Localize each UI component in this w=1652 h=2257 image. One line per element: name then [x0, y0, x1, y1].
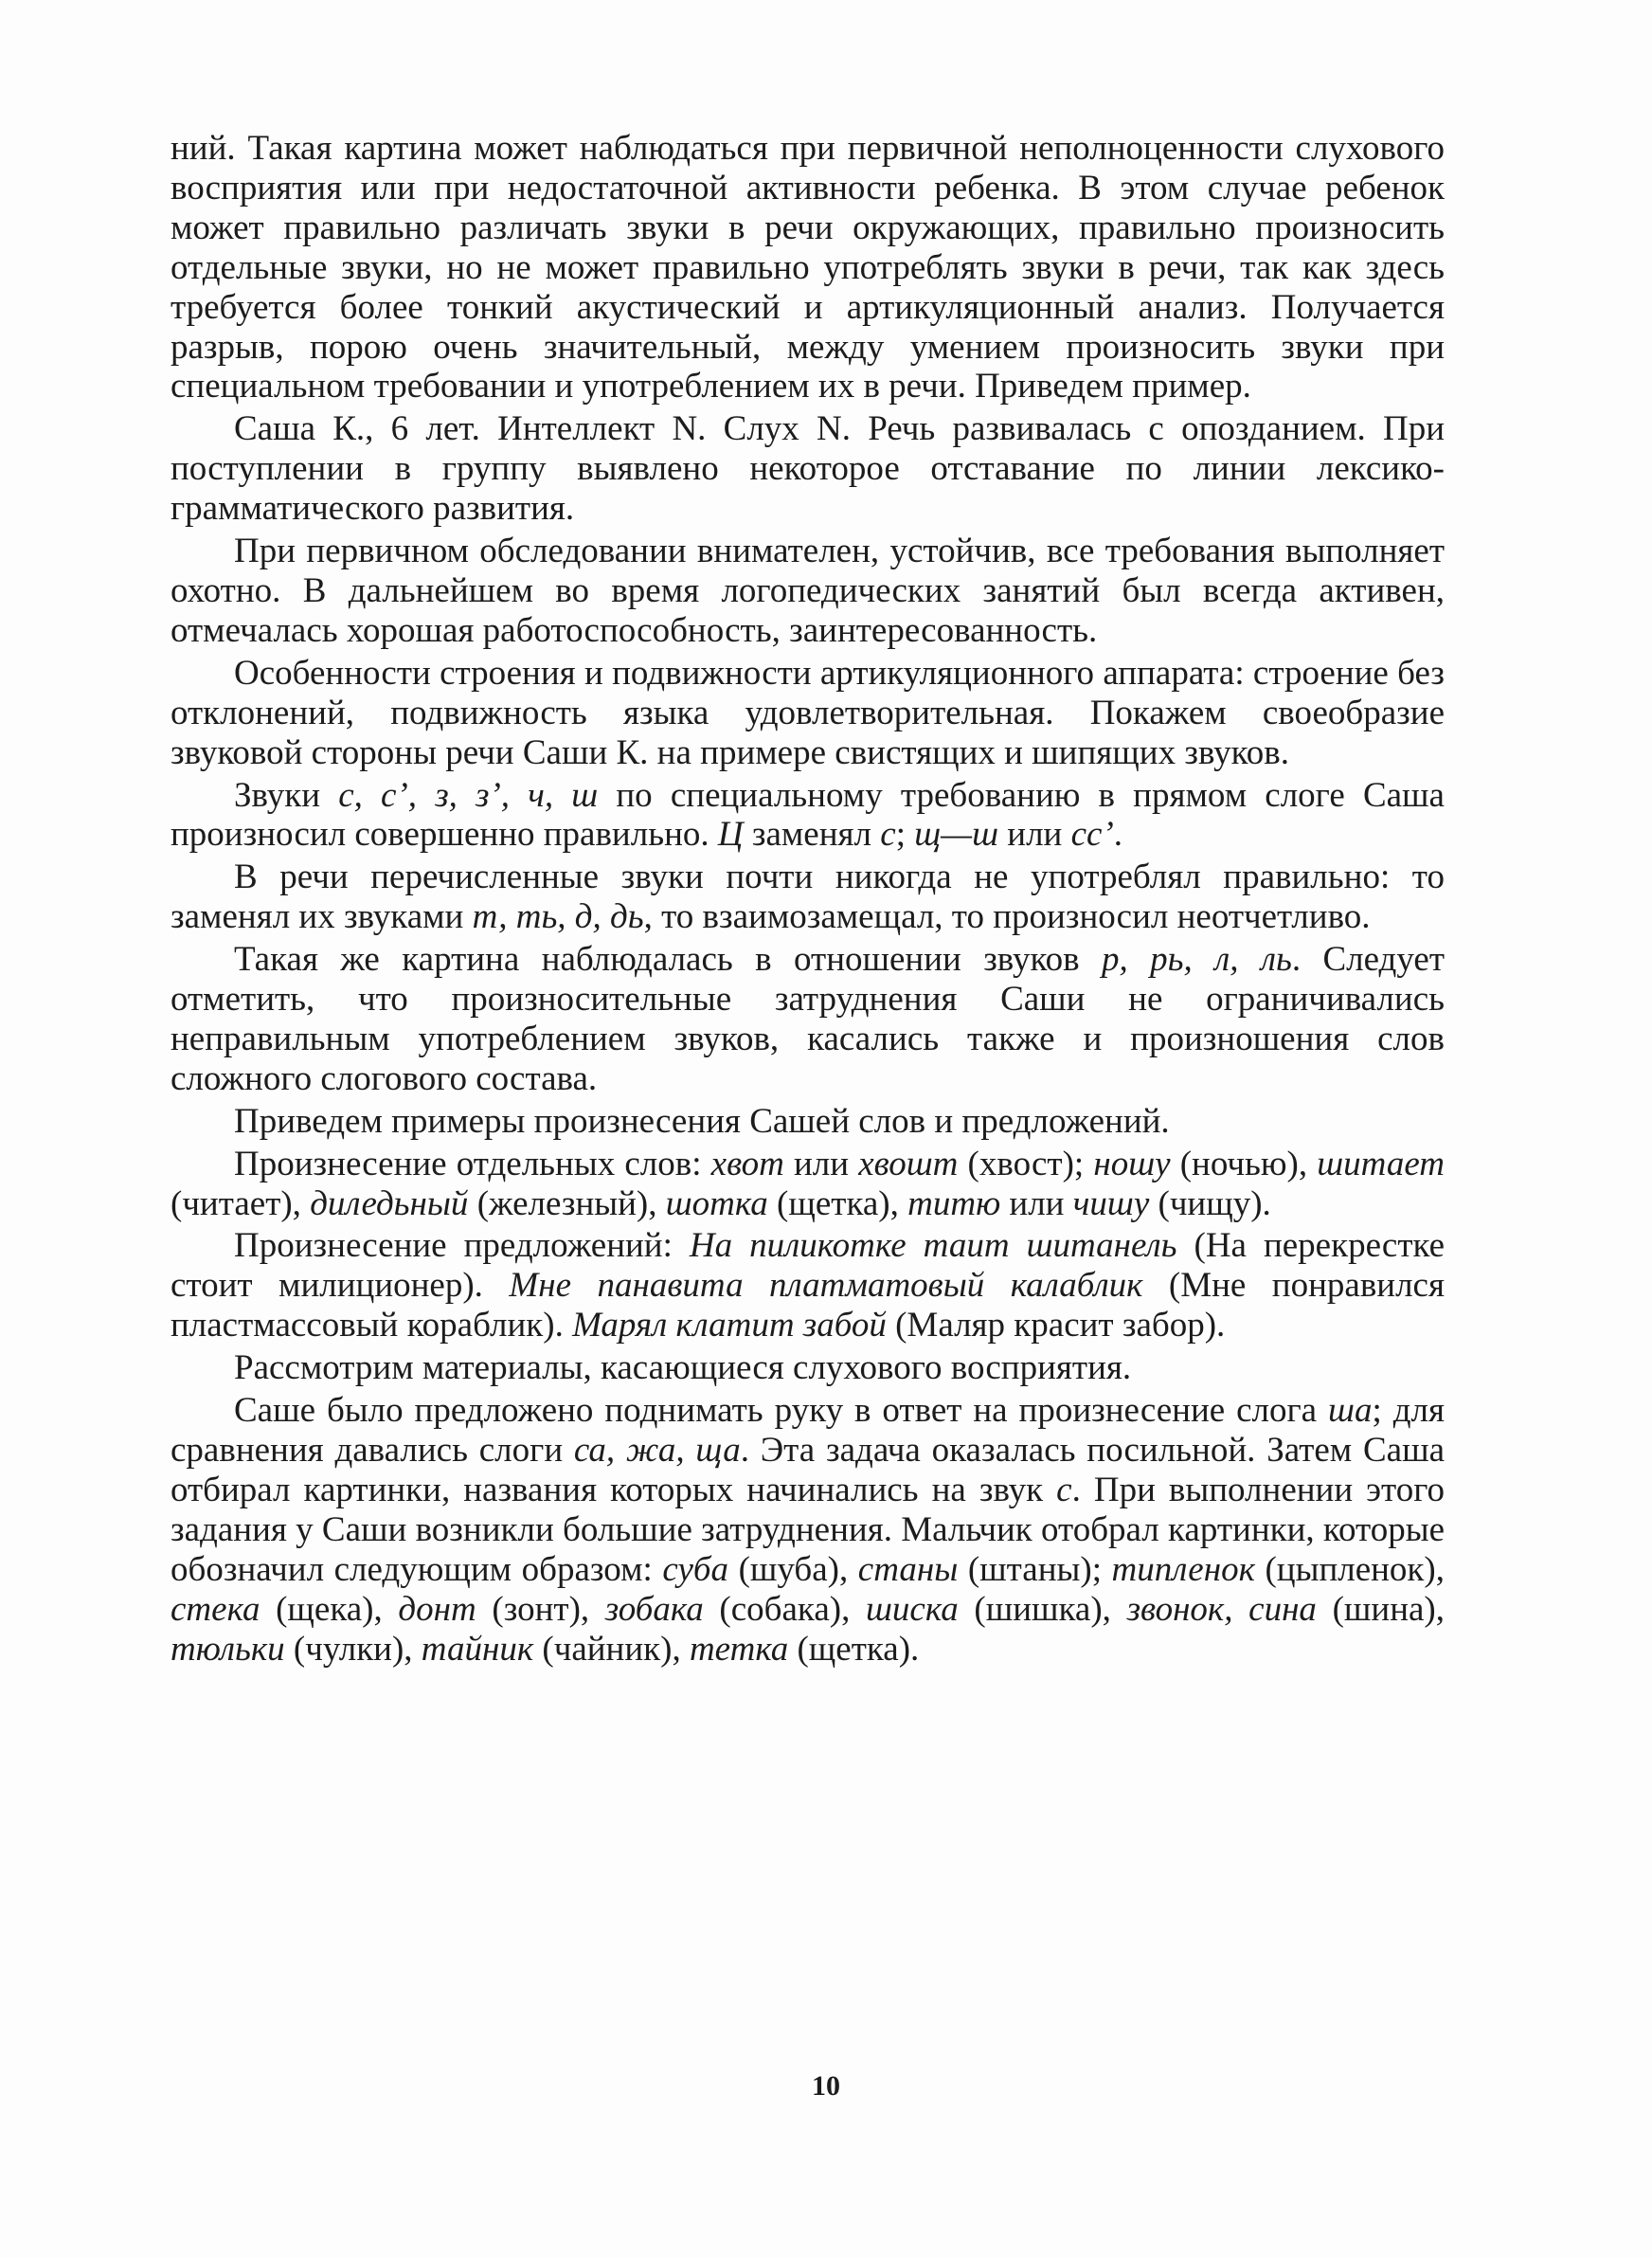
text-run: Приведем примеры произнесения Сашей слов и предложений. — [234, 1101, 1170, 1141]
text-run: (хвост); — [958, 1144, 1094, 1183]
italic-text: шотка — [665, 1183, 768, 1223]
paragraph — [171, 1391, 1445, 1669]
text-run: (железный), — [468, 1183, 666, 1223]
italic-text: сс’ — [1070, 815, 1114, 855]
paragraph — [171, 1226, 1445, 1345]
italic-text: На пиликотке таит шитанель — [689, 1226, 1177, 1266]
paragraph — [171, 1145, 1445, 1224]
text-run: (Мне понравился пластмассовый кораблик). — [171, 1266, 1445, 1345]
italic-text: звонок, сина — [1126, 1589, 1317, 1629]
text-run: (шуба), — [728, 1549, 858, 1589]
body-text — [171, 129, 1445, 1669]
italic-text: чишу — [1072, 1183, 1150, 1223]
italic-text: Ц — [717, 815, 744, 855]
text-run: Произнесение отдельных слов: — [234, 1144, 711, 1183]
italic-text: ношу — [1093, 1144, 1171, 1183]
text-run: . При выполнении этого задания у Саши возникли большие затруднения. Мальчик отобрал картинки, которые обозначил следующим образом: — [171, 1470, 1445, 1589]
text-run: или — [1000, 1183, 1073, 1223]
text-run: (щека), — [260, 1589, 399, 1629]
italic-text: хвот — [710, 1144, 784, 1183]
italic-text: титю — [907, 1183, 1001, 1223]
text-run: . — [1113, 815, 1123, 855]
text-run: (собака), — [703, 1589, 866, 1629]
text-run: Звуки — [234, 775, 339, 815]
italic-text: зобака — [604, 1589, 704, 1629]
text-run: или — [998, 815, 1071, 855]
italic-text: диледьный — [310, 1183, 469, 1223]
italic-text: с — [1056, 1470, 1072, 1509]
text-run: (чулки), — [284, 1629, 422, 1669]
italic-text: Марял клатит забой — [572, 1306, 887, 1345]
paragraph — [171, 654, 1445, 773]
italic-text: шиска — [865, 1589, 959, 1629]
paragraph — [171, 1348, 1445, 1388]
text-run: ний. Такая картина может наблюдаться при первичной неполноценности слухового восприятия или при недостаточной активности ребенка. В этом случае ребенок может правильно различать звуки в речи окружающих, правильно произносить отдельные звуки, но не может правильно употреблять звуки в речи, так как здесь требуется более тонкий акустический и артикуляционный анализ. Получается разрыв, порою очень значительный, между умением произносить звуки при специальном требовании и употреблением их в речи. Приведем пример. — [171, 129, 1445, 406]
text-run: (зонт), — [476, 1589, 605, 1629]
text-run: заменял — [743, 815, 881, 855]
paragraph — [171, 940, 1445, 1099]
text-run: (чайник), — [533, 1629, 690, 1669]
text-run: (цыпленок), — [1254, 1549, 1445, 1589]
text-run: (щетка). — [788, 1629, 920, 1669]
page-number: 10 — [812, 2070, 840, 2102]
text-run: ; для сравнения давались слоги — [171, 1391, 1446, 1470]
italic-text: суба — [662, 1549, 729, 1589]
text-run: по специальному требованию в прямом слоге Саша произносил совершенно правильно. — [171, 775, 1445, 855]
text-run: . Эта задача оказалась посильной. Затем Саша отбирал картинки, названия которых начинались на звук — [171, 1431, 1445, 1509]
text-run: . Следует отметить, что произносительные затруднения Саши не ограничивались неправильным употреблением звуков, касались также и произношения слов сложного слогового состава. — [171, 940, 1445, 1098]
text-run: (шишка), — [958, 1589, 1127, 1629]
text-run: (чищу). — [1149, 1183, 1271, 1223]
text-run: Произнесение предложений: — [234, 1226, 690, 1266]
text-run: (читает), — [171, 1183, 311, 1223]
text-run: В речи перечисленные звуки почти никогда не употреблял правильно: то заменял их звуками — [171, 858, 1445, 937]
italic-text: тетка — [689, 1629, 789, 1669]
italic-text: тайник — [421, 1629, 534, 1669]
italic-text: р, рь, л, ль — [1101, 940, 1292, 980]
text-run: , то взаимозамещал, то произносил неотчетливо. — [643, 897, 1371, 937]
text-run: (На перекрестке стоит милиционер). — [171, 1226, 1445, 1306]
paragraph — [171, 1102, 1445, 1142]
text-run: Саша К., 6 лет. Интеллект N. Слух N. Речь развивалась с опозданием. При поступлении в группу выявлено некоторое отставание по линии лексико-грамматического развития. — [171, 409, 1445, 529]
italic-text: с — [880, 815, 896, 855]
text-run: Рассмотрим материалы, касающиеся слухового восприятия. — [234, 1348, 1132, 1388]
paragraph — [171, 858, 1445, 937]
paragraph — [171, 409, 1445, 529]
italic-text: са, жа, ща — [573, 1431, 741, 1470]
italic-text: донт — [398, 1589, 476, 1629]
text-run: Особенности строения и подвижности артикуляционного аппарата: строение без отклонений, подвижность языка удовлетворительная. Покажем своеобразие звуковой стороны речи Саши К. на примере свистящих и шипящих звуков. — [171, 653, 1445, 772]
italic-text: т, ть, д, дь — [472, 897, 644, 937]
text-run: (Маляр красит забор). — [886, 1306, 1226, 1345]
text-run: или — [783, 1144, 859, 1183]
paragraph — [171, 532, 1445, 651]
paragraph — [171, 776, 1445, 856]
text-run: Такая же картина наблюдалась в отношении звуков — [234, 940, 1102, 980]
text-run: (штаны); — [958, 1549, 1112, 1589]
italic-text: Мне панавита платматовый калаблик — [509, 1266, 1143, 1306]
italic-text: хвошт — [858, 1144, 959, 1183]
italic-text: щ—ш — [914, 815, 999, 855]
italic-text: шитает — [1317, 1144, 1445, 1183]
italic-text: тюльки — [171, 1629, 285, 1669]
italic-text: станы — [857, 1549, 959, 1589]
paragraph — [171, 129, 1445, 406]
italic-text: с, с’, з, з’, ч, ш — [338, 775, 599, 815]
text-run: ; — [895, 815, 915, 855]
text-run: При первичном обследовании внимателен, устойчив, все требования выполняет охотно. В дальнейшем во время логопедических занятий был всегда активен, отмечалась хорошая работоспособность, заинтересованность. — [171, 532, 1445, 650]
italic-text: стека — [171, 1589, 260, 1629]
text-run: (щетка), — [767, 1183, 908, 1223]
text-run: Саше было предложено поднимать руку в ответ на произнесение слога — [234, 1391, 1329, 1431]
text-run: (ночью), — [1170, 1144, 1318, 1183]
italic-text: ша — [1328, 1391, 1373, 1431]
italic-text: типленок — [1111, 1549, 1255, 1589]
text-run: (шина), — [1316, 1589, 1445, 1629]
